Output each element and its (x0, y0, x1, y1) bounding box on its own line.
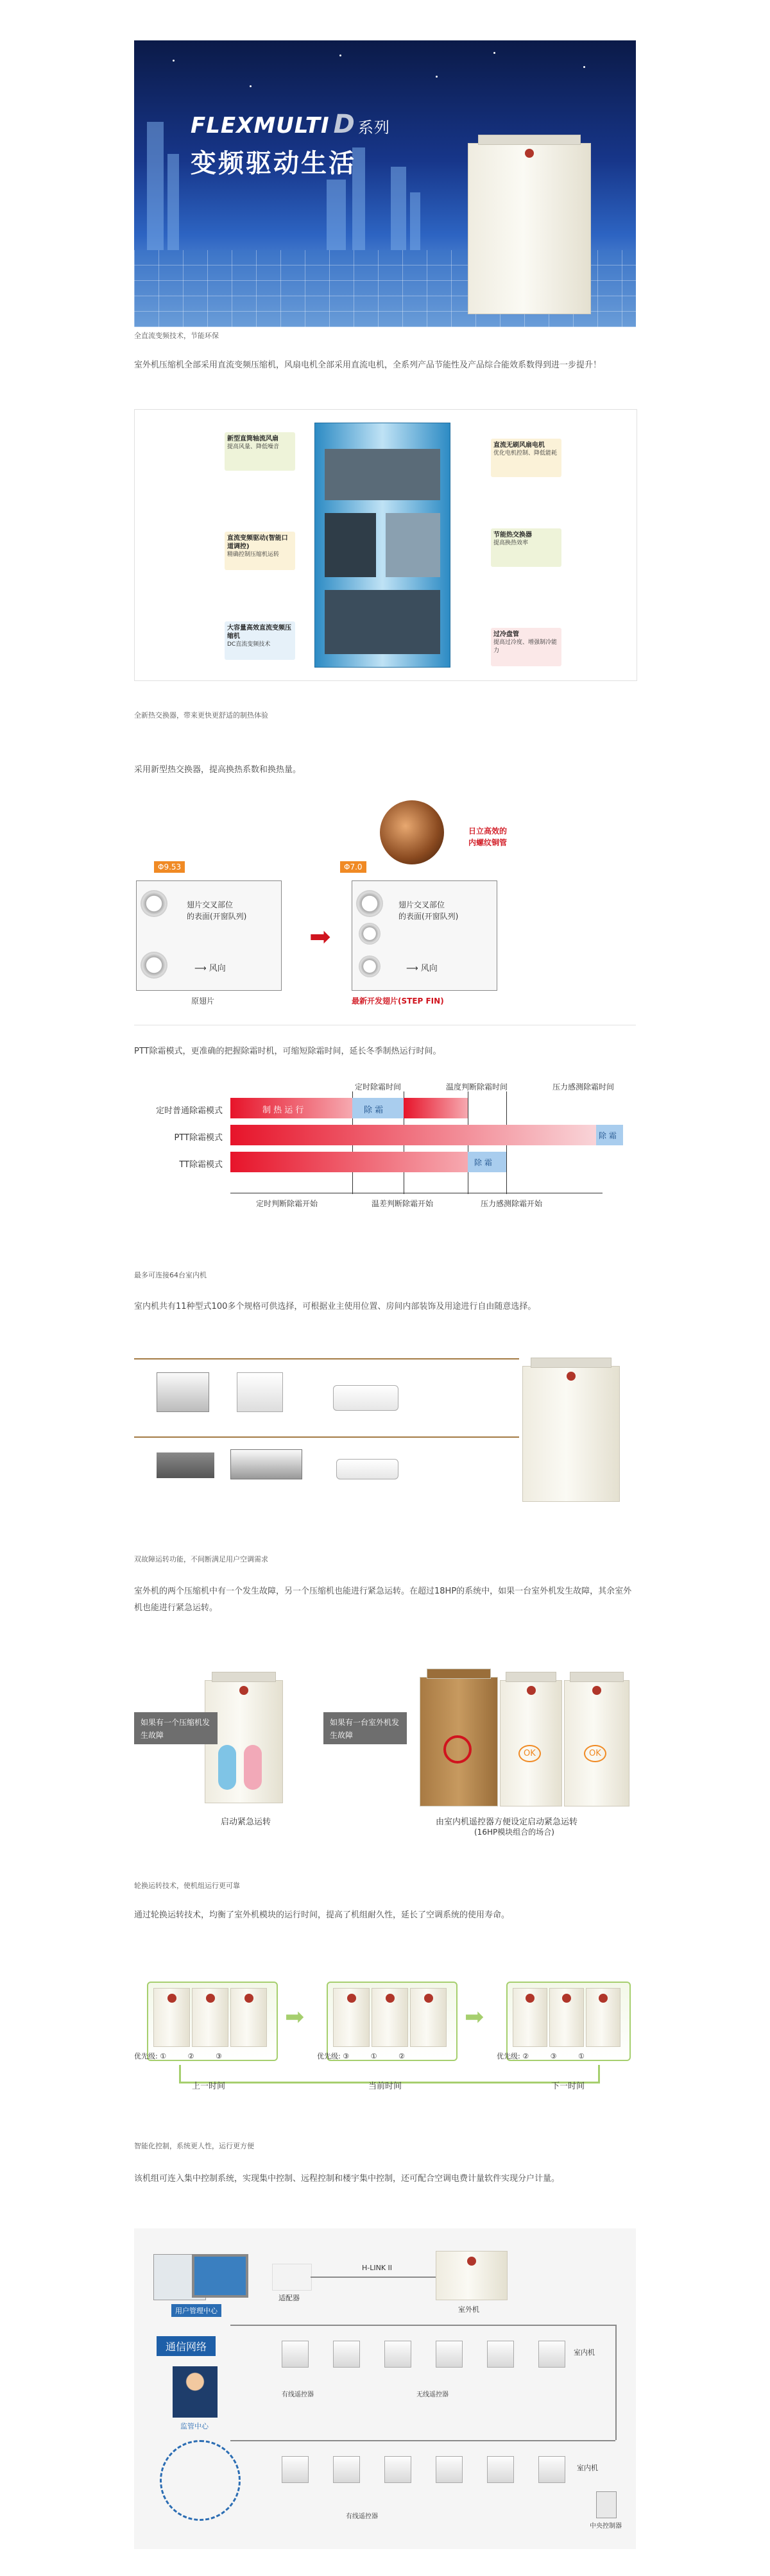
new-diameter-badge: Φ7.0 (340, 861, 366, 873)
s7-caption: 智能化控制，系统更人性，运行更方便 (134, 2142, 254, 2150)
defrost-label: 除 霜 (599, 1131, 617, 1140)
unit-logo (167, 1994, 176, 2003)
unit-logo (206, 1994, 215, 2003)
wall-unit-icon (333, 1385, 398, 1411)
priority-label: 优先级: ② ③ ① (497, 2052, 585, 2060)
outdoor-unit (468, 143, 591, 314)
unit-top (531, 1358, 612, 1368)
indoor-unit-icon (333, 2456, 360, 2483)
fault-label-1: 启动紧急运转 (221, 1817, 271, 1827)
hlink-label: H-LINK II (362, 2264, 393, 2272)
brand-left: FLEXMULTI (191, 113, 330, 139)
arrow-right-icon: ➡ (309, 922, 331, 952)
bottom-label: 压力感测除霜开始 (481, 1199, 543, 1208)
star (493, 52, 495, 54)
network-diagram (134, 2228, 636, 2549)
outdoor-unit (153, 1988, 190, 2047)
top-label: 温度判断除霜时间 (446, 1082, 508, 1091)
s1-caption: 全直流变频技术，节能环保 (134, 332, 219, 340)
bottom-label: 定时判断除霜开始 (256, 1199, 318, 1208)
s5-caption: 双故障运转功能，不间断满足用户空调需求 (134, 1555, 268, 1563)
pipe-line (134, 1358, 519, 1360)
period-label: 当前时间 (368, 2082, 402, 2091)
outdoor-unit (549, 1988, 584, 2047)
tube-icon (356, 890, 383, 917)
s2-text: 采用新型热交换器，提高换热系数和换热量。 (134, 765, 302, 775)
outdoor-unit (333, 1988, 370, 2047)
compressor-icon (218, 1745, 236, 1790)
fan-section (325, 449, 440, 500)
indoor-unit-icon (487, 2341, 514, 2368)
unit-top (478, 135, 581, 145)
hero-banner (134, 40, 636, 327)
outdoor-unit (436, 2251, 508, 2300)
indoor-unit-icon (436, 2341, 463, 2368)
monitor-icon (192, 2254, 248, 2298)
cassette-unit-icon (157, 1372, 209, 1412)
top-label: 压力感测除霜时间 (552, 1082, 615, 1091)
outdoor-unit (522, 1366, 620, 1502)
fault-box-2: 如果有一台室外机发生故障 (323, 1712, 407, 1744)
skyline-building (391, 167, 406, 250)
central-controller-icon (596, 2491, 617, 2518)
wire (615, 2325, 617, 2440)
star (173, 60, 175, 62)
row-label: 定时普通除霜模式 (155, 1106, 223, 1116)
operator-icon (173, 2366, 218, 2418)
unit-top (506, 1672, 557, 1682)
4way-cassette-icon (237, 1372, 283, 1412)
brand-logo-text (191, 110, 390, 139)
fin-text: 的表面(开窗队列) (398, 912, 459, 921)
star (250, 85, 252, 87)
outdoor-unit (230, 1988, 267, 2047)
star (436, 76, 438, 78)
period-label: 下一时间 (551, 2082, 585, 2091)
outdoor-unit (410, 1988, 447, 2047)
brand-series: 系列 (357, 119, 390, 137)
defrost-label: 除 霜 (364, 1106, 384, 1115)
control-section (325, 513, 376, 577)
unit-logo (526, 1994, 535, 2003)
unit-top (212, 1672, 277, 1682)
fin-text: 的表面(开窗队列) (187, 912, 247, 921)
wire (230, 2325, 615, 2326)
unit-logo (562, 1994, 571, 2003)
s5-text: 室外机的两个压缩机中有一个发生故障，另一个压缩机也能进行紧急运转。在超过18HP的系统中，如果一台室外机发生故障，其余室外机也能进行紧急运转。 (134, 1587, 632, 1613)
new-fin-caption: 最新开发翅片(STEP FIN) (352, 997, 444, 1006)
network-label: 通信网络 (157, 2336, 216, 2356)
outdoor-unit (513, 1988, 547, 2047)
fault-box-1: 如果有一个压缩机发生故障 (134, 1712, 218, 1744)
unit-top (570, 1672, 624, 1682)
top-label: 定时除霜时间 (355, 1082, 402, 1091)
compressor-icon (244, 1745, 262, 1790)
row-label: TT除霜模式 (179, 1160, 223, 1170)
callout-fan: 新型直筒轴流风扇 提高风量、降低噪音 (225, 432, 295, 471)
unit-logo (599, 1994, 608, 2003)
old-fin-panel (136, 880, 282, 991)
wall-unit-icon (336, 1459, 398, 1479)
defrost-label: 除 霜 (474, 1158, 492, 1167)
star (583, 66, 585, 68)
skyline-building (410, 192, 420, 250)
indoor-unit-icon (282, 2341, 309, 2368)
fin-text: 翅片交叉部位 (187, 900, 234, 909)
tube-icon (359, 955, 381, 977)
priority-label: 优先级: ① ② ③ (134, 2052, 222, 2060)
heat-bar (230, 1098, 352, 1118)
monitor-label: 监管中心 (180, 2422, 209, 2430)
indoor-units-diagram (134, 1347, 636, 1513)
s7-text: 该机组可连入集中控制系统，实现集中控制、远程控制和楼宇集中控制，还可配合空调电费计量软件实现分户计量。 (134, 2174, 560, 2184)
skyline-building (147, 122, 164, 250)
compressor-section (325, 590, 440, 654)
heat-bar (230, 1152, 468, 1172)
period-label: 上一时间 (192, 2082, 226, 2091)
indoor-unit-icon (282, 2456, 309, 2483)
unit-logo (347, 1994, 356, 2003)
unit-logo (525, 149, 534, 158)
star (339, 55, 341, 56)
new-fin-panel (352, 880, 497, 991)
duct-unit-icon (157, 1452, 214, 1478)
s1-text: 室外机压缩机全部采用直流变频压缩机，风扇电机全部采用直流电机，全系列产品节能性及产品综合能效系数得到进一步提升！ (134, 360, 602, 370)
heat-bar (404, 1098, 468, 1118)
adapter-icon (272, 2264, 312, 2291)
fin-text: 翅片交叉部位 (398, 900, 445, 909)
s6-caption: 轮换运转技术，使机组运行更可靠 (134, 1881, 240, 1890)
priority-label: 优先级: ③ ① ② (317, 2052, 405, 2060)
indoor-unit-icon (333, 2341, 360, 2368)
indoor-label: 室内机 (577, 2464, 598, 2472)
arrow-right-icon: ➡ (465, 2004, 484, 2030)
outdoor-unit (500, 1680, 562, 1806)
copper-label: 日立高效的 (468, 827, 508, 836)
callout-compressor: 大容量高效直流变频压缩机 DC直流变频技术 (225, 621, 295, 660)
callout-motor: 直流无刷风扇电机 优化电机控制、降低能耗 (491, 439, 561, 477)
unit-logo (567, 1372, 576, 1381)
s2-caption: 全新热交换器，带来更快更舒适的制热体验 (134, 711, 268, 720)
s3-text: PTT除霜模式，更准确的把握除霜时机，可缩短除霜时间，延长冬季制热运行时间。 (134, 1047, 441, 1056)
copper-label: 内螺纹铜管 (468, 838, 508, 847)
heat-label: 制 热 运 行 (262, 1106, 304, 1115)
central-label: 中央控制器 (590, 2523, 622, 2530)
outdoor-unit (586, 1988, 620, 2047)
tube-icon (359, 923, 381, 945)
indoor-unit-icon (384, 2456, 411, 2483)
defrost-bar (468, 1152, 506, 1172)
brand-mark: D (333, 110, 355, 139)
arrow-right-icon: ➡ (285, 2004, 305, 2030)
user-center-label: 用户管理中心 (171, 2304, 221, 2317)
outdoor-unit (372, 1988, 408, 2047)
outdoor-unit (564, 1680, 629, 1806)
remote-label: 有线遥控器 (282, 2391, 314, 2398)
ceiling-unit-icon (230, 1449, 302, 1479)
wind-label: ⟶ 风向 (406, 964, 438, 973)
skyline-building (167, 154, 179, 250)
callout-exchanger: 节能热交换器 提高换热效率 (491, 528, 561, 567)
adapter-label: 适配器 (278, 2294, 300, 2302)
indoor-unit-icon (487, 2456, 514, 2483)
prohibited-icon (443, 1735, 472, 1764)
old-fin-caption: 原翅片 (191, 997, 215, 1006)
remote-label: 有线遥控器 (346, 2513, 378, 2520)
heat-exchanger (386, 513, 440, 577)
s4-caption: 最多可连接64台室内机 (134, 1271, 207, 1279)
wind-label: ⟶ 风向 (194, 964, 226, 973)
callout-subcool: 过冷盘管 提高过冷度、增强制冷能力 (491, 628, 561, 666)
outdoor-unit (192, 1988, 228, 2047)
heat-bar (230, 1125, 596, 1145)
indoor-unit-icon (436, 2456, 463, 2483)
pipe-line (134, 1436, 519, 1438)
row-label: PTT除霜模式 (174, 1133, 223, 1143)
fault-diagram (134, 1661, 636, 1853)
bottom-label: 温差判断除霜开始 (372, 1199, 434, 1208)
skyline-building (327, 180, 346, 250)
outdoor-label: 室外机 (458, 2305, 479, 2314)
indoor-unit-icon (384, 2341, 411, 2368)
callout-drive: 直流变频驱动(智能口道调控) 精确控制压缩机运转 (225, 532, 295, 570)
remote-label: 无线遥控器 (416, 2391, 449, 2398)
hero-tagline: 变频驱动生活 (191, 149, 356, 178)
rotation-diagram (134, 1969, 636, 2103)
defrost-bar (352, 1098, 404, 1118)
remote-cycle-icon (160, 2440, 241, 2521)
unit-logo (467, 2257, 476, 2266)
fault-label-2a: 由室内机遥控器方便设定启动紧急运转 (436, 1817, 578, 1827)
unit-logo (244, 1994, 253, 2003)
indoor-unit-icon (538, 2456, 565, 2483)
failed-outdoor-unit (420, 1677, 498, 1806)
unit-logo (592, 1686, 601, 1695)
ok-badge: OK (518, 1745, 541, 1762)
old-diameter-badge: Φ9.53 (154, 861, 185, 873)
tube-icon (141, 952, 167, 979)
tube-icon (141, 890, 167, 917)
s6-text: 通过轮换运转技术，均衡了室外机模块的运行时间，提高了机组耐久性，延长了空调系统的使用寿命。 (134, 1910, 510, 1920)
cutaway-unit (314, 423, 450, 668)
s4-text: 室内机共有11种型式100多个规格可供选择，可根据业主使用位置、房间内部装饰及用途进行自由随意选择。 (134, 1302, 536, 1311)
unit-top (427, 1669, 492, 1679)
copper-tube-icon (380, 800, 444, 864)
unit-cutaway-diagram (134, 409, 637, 681)
unit-logo (386, 1994, 395, 2003)
indoor-label: 室内机 (574, 2348, 595, 2357)
unit-logo (239, 1686, 248, 1695)
wire (311, 2277, 436, 2278)
indoor-unit-icon (538, 2341, 565, 2368)
unit-logo (527, 1686, 536, 1695)
defrost-chart (134, 1077, 636, 1225)
defrost-bar (596, 1125, 623, 1145)
ok-badge: OK (584, 1745, 606, 1762)
wire (230, 2440, 615, 2441)
unit-logo (424, 1994, 433, 2003)
fault-label-2b: (16HP模块组合的场合) (474, 1828, 554, 1837)
